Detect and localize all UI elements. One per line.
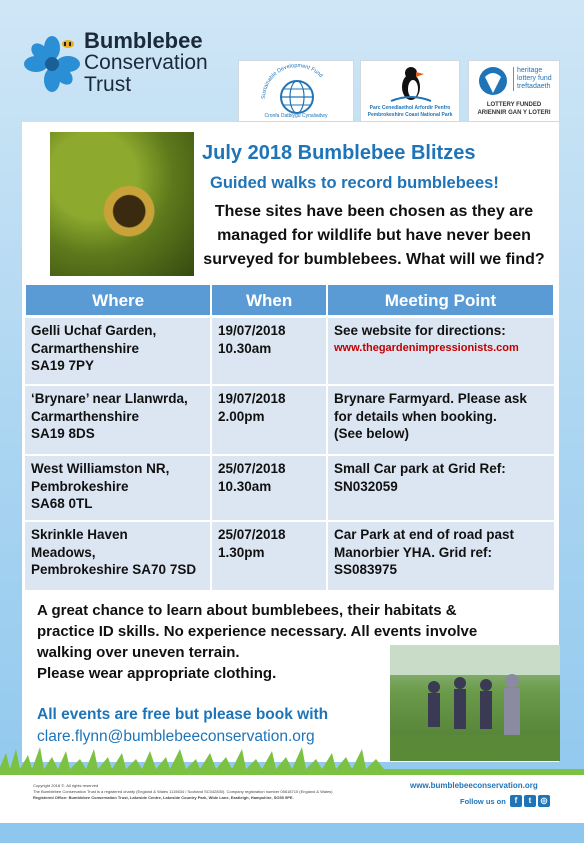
- booking-email[interactable]: clare.flynn@bumblebeeconservation.org: [37, 728, 315, 745]
- free-events-text: All events are free but please book with: [37, 706, 329, 723]
- logo-line-3: Trust: [84, 73, 132, 96]
- heritage-caption-1: LOTTERY FUNDED: [486, 102, 542, 108]
- cell-line: Brynare Farmyard. Please ask: [334, 391, 527, 406]
- cell-line: 19/07/2018: [218, 391, 286, 406]
- intro-line-3: surveyed for bumblebees. What will we find?: [203, 251, 545, 268]
- cell-line: 25/07/2018: [218, 461, 286, 476]
- cell-line: Small Car park at Grid Ref:: [334, 461, 506, 476]
- cell-line: See website for directions:: [334, 323, 506, 338]
- cell-line: 10.30am: [218, 340, 272, 356]
- table-header: [25, 284, 556, 316]
- table-row: [25, 316, 556, 384]
- instagram-icon[interactable]: ◎: [538, 795, 550, 807]
- cell-line: West Williamston NR,: [31, 461, 170, 476]
- footer: [0, 775, 584, 823]
- heritage-name-1: heritage: [517, 67, 543, 74]
- cell-when: [212, 456, 328, 520]
- website-link[interactable]: www.thegardenimpressionists.com: [334, 341, 519, 354]
- heritage-name-3: treftadaeth: [517, 83, 551, 90]
- cell-line: SN032059: [334, 478, 398, 494]
- description-line: Please wear appropriate clothing.: [37, 665, 277, 682]
- cell-line: Carmarthenshire: [31, 340, 140, 356]
- park-caption-2: Pembrokeshire Coast National Park: [367, 112, 453, 118]
- copyright-text: Copyright 2018 ©. All rights reserved: [33, 783, 99, 788]
- cell-meeting: [328, 456, 556, 520]
- cell-when: [212, 522, 328, 590]
- description-line: A great chance to learn about bumblebees, their habitats &: [37, 602, 457, 619]
- cell-line: 1.30pm: [218, 544, 265, 560]
- cell-when: [212, 318, 328, 384]
- office-text: Registered Office: Bumblebee Conservation Trust, Lakeside Centre, Lakeside Country Park, Wide Lane, Eastleigh, Hampshire, SO50 5PE.: [33, 795, 294, 800]
- bbct-logo: [22, 30, 242, 100]
- header-where: Where: [26, 285, 212, 315]
- description-line: walking over uneven terrain.: [37, 644, 240, 661]
- cell-where: [25, 318, 212, 384]
- cell-line: 19/07/2018: [218, 323, 286, 338]
- cell-line: 25/07/2018: [218, 527, 286, 542]
- table-row: [25, 520, 556, 590]
- cell-line: Manorbier YHA. Grid ref:: [334, 544, 493, 560]
- lottery-hand-icon: [473, 65, 513, 101]
- events-table: [25, 284, 556, 590]
- sustainable-development-fund-logo: [238, 60, 354, 122]
- heritage-lottery-fund-logo: [468, 60, 560, 122]
- cell-line: Pembrokeshire: [31, 478, 129, 494]
- cell-line: for details when booking.: [334, 408, 497, 424]
- cell-line: 10.30am: [218, 478, 272, 494]
- logo-line-1: Bumblebee: [84, 28, 203, 53]
- page-title: July 2018 Bumblebee Blitzes: [202, 142, 476, 164]
- header-meeting-point: Meeting Point: [328, 285, 555, 315]
- cell-line: ‘Brynare’ near Llanwrda,: [31, 391, 188, 406]
- facebook-icon[interactable]: f: [510, 795, 522, 807]
- pembrokeshire-coast-logo: [360, 60, 460, 122]
- website-url[interactable]: www.bumblebeeconservation.org: [410, 781, 538, 790]
- bee-flower-icon: [22, 34, 82, 94]
- heritage-caption-2: ARIENNIR GAN Y LOTERI: [477, 110, 551, 116]
- cell-line: SA68 0TL: [31, 496, 93, 511]
- cell-line: 2.00pm: [218, 408, 265, 424]
- intro-line-1: These sites have been chosen as they are: [214, 203, 534, 220]
- cell-line: Pembrokeshire SA70 7SD: [31, 562, 197, 577]
- cell-where: [25, 522, 212, 590]
- puffin-icon: [361, 63, 461, 103]
- logo-line-2: Conservation: [84, 51, 208, 74]
- cell-line: Car Park at end of road past: [334, 527, 515, 542]
- description-line: practice ID skills. No experience necessary. All events involve: [37, 623, 478, 640]
- table-row: [25, 454, 556, 520]
- cell-line: SA19 7PY: [31, 358, 95, 373]
- cell-meeting: [328, 318, 556, 384]
- header-when: When: [212, 285, 328, 315]
- sdf-caption: Cronfa Datblygu Cynaliadwy: [264, 113, 328, 119]
- cell-where: [25, 386, 212, 454]
- group-walk-photo: [390, 645, 560, 761]
- cell-where: [25, 456, 212, 520]
- cell-line: Carmarthenshire: [31, 408, 140, 424]
- cell-line: Meadows,: [31, 544, 96, 560]
- twitter-icon[interactable]: t: [524, 795, 536, 807]
- page-subtitle: Guided walks to record bumblebees!: [210, 174, 499, 192]
- cell-line: (See below): [334, 426, 410, 441]
- cell-line: SA19 8DS: [31, 426, 95, 441]
- sdf-arc-text: Sustainable Development Fund: [260, 62, 324, 100]
- follow-us-text: Follow us on: [460, 797, 506, 806]
- people-photo-illustration: [390, 645, 560, 761]
- park-caption-1: Parc Cenedlaethol Arfordir Penfro: [369, 105, 451, 111]
- cell-meeting: [328, 386, 556, 454]
- intro-line-2: managed for wildlife but have never been: [217, 227, 531, 244]
- heritage-name-2: lottery fund: [517, 75, 552, 82]
- charity-text: The Bumblebee Conservation Trust is a registered charity (England & Wales 1115634 / Scotland SC042830). Company registration number 05618710 (England & Wales): [33, 789, 333, 794]
- bumblebee-photo: [50, 132, 194, 276]
- cell-meeting: [328, 522, 556, 590]
- cell-when: [212, 386, 328, 454]
- cell-line: SS083975: [334, 562, 398, 577]
- cell-line: Gelli Uchaf Garden,: [31, 323, 157, 338]
- bottom-strip: [0, 823, 584, 843]
- cell-line: Skrinkle Haven: [31, 527, 128, 542]
- intro-text: [194, 200, 554, 272]
- table-row: [25, 384, 556, 454]
